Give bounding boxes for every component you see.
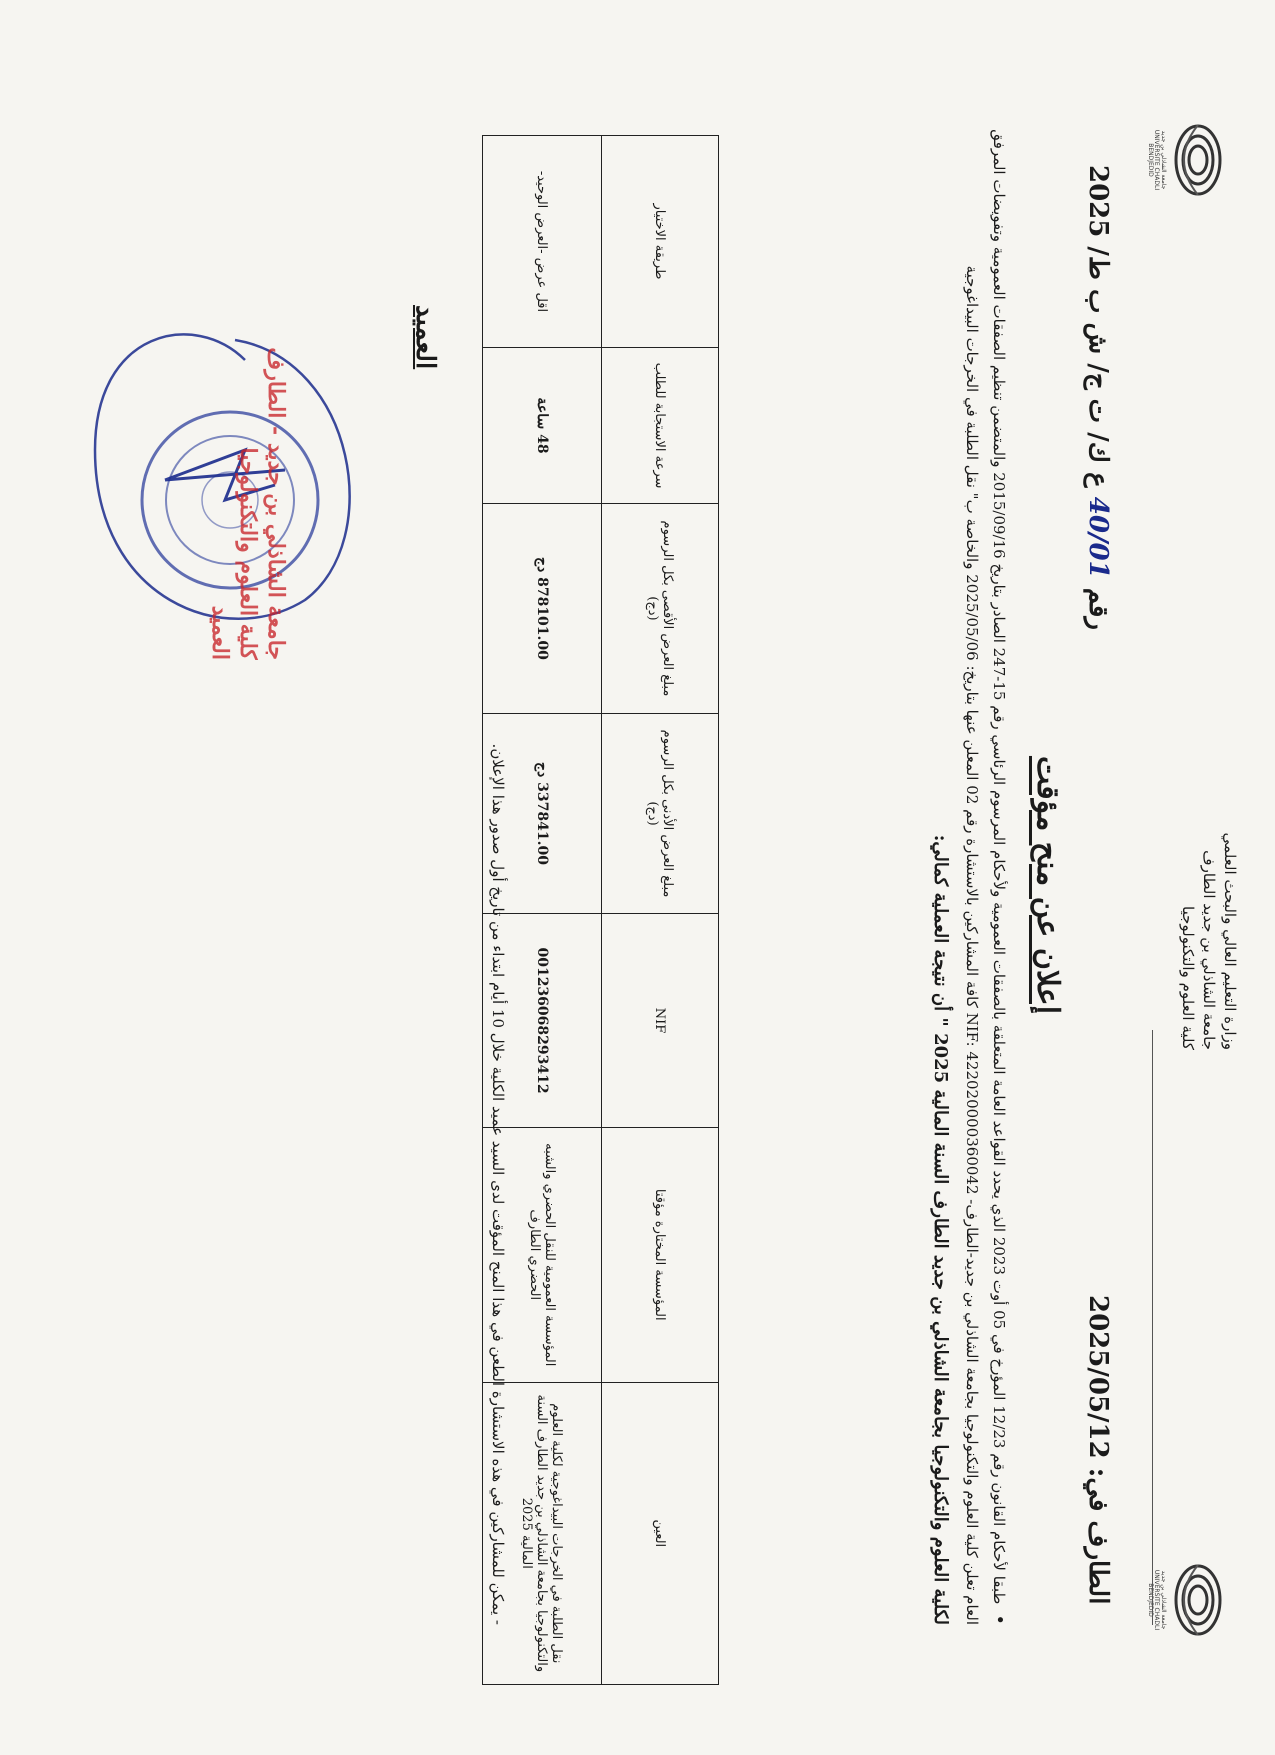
- dean-label: العميد: [410, 305, 440, 370]
- ministry-line: وزارة التعليم العالي والبحث العلمي: [1221, 832, 1239, 1050]
- table-header-cell: العين: [602, 1382, 719, 1684]
- table-header-cell: مبلغ العرض الأقصى بكل الرسوم (دج): [602, 504, 719, 714]
- table-header-row: [602, 136, 719, 1685]
- body-line-1: •طبقا لأحكام القانون رقم 12/23 المؤرخ في 05 أوت 2023 الذي يحدد القواعد العامة المتعلقة بالصفقات العمومية ولأحكام المرسوم الرئاسي رقم 15-247 الصادر بتاريخ 2015/09/16 والمتضمن تنظيم الصفقات العمومية وتفويضات المرفق: [989, 129, 1010, 1625]
- table-header-cell: مبلغ العرض الأدنى بكل الرسوم (دج): [602, 713, 719, 913]
- reference-suffix: ع ك/ ت ج/ ش ب ط/ 2025: [1083, 165, 1113, 488]
- announcement-body: [927, 129, 1013, 1625]
- faculty-line: كلية العلوم والتكنولوجيا: [1179, 906, 1197, 1050]
- logo-caption-ar: جامعة الشاذلي بن جديد: [1160, 1570, 1167, 1630]
- table-cell-min-amount: 337841.00 دج: [483, 713, 602, 913]
- university-logo-icon: [1166, 1555, 1230, 1645]
- table-cell-max-amount: 878101.00 دج: [483, 504, 602, 714]
- place-and-date: الطارف في: 2025/05/12: [1083, 1295, 1113, 1605]
- table-cell-selection-method: اقل عرض -العرض الوحيد-: [483, 136, 602, 348]
- red-stamp-text: [206, 330, 290, 660]
- appeal-notice: - يمكن للمشاركين في هذه الاستشارة الطعن في هذا المنح المؤقت لدى السيد عميد الكلية خلال 10 أيام ابتداء من تاريخ أول صدور هذا الإعلان.: [489, 743, 507, 1625]
- table-cell-subject: نقل الطلبة في الخرجات البيداغوجية لكلية العلوم والتكنولوجيا بجامعة الشاذلي بن جديد الطارف السنة المالية 2025: [483, 1382, 602, 1684]
- table-cell-nif: 001236068293412: [483, 914, 602, 1128]
- university-logo-left: [1146, 115, 1230, 205]
- body-line-2: العام تعلن كلية العلوم والتكنولوجيا بجامعة الشاذلي بن جديد-الطارف- NIF: 422020000360042 كافة المشاركين بالاستشارة رقم 02 المعلن عنها بتاريخ: 2025/05/06 والخاصة ب" نقل الطلبة في الخرجات البيداغوجية: [963, 265, 981, 1625]
- header-divider: [1152, 1030, 1153, 1625]
- university-logo-icon: [1166, 115, 1230, 205]
- stamp-line-1: جامعة الشاذلي بن جديد - الطارف: [263, 347, 289, 660]
- university-logo-right: [1146, 1555, 1230, 1645]
- award-table: [482, 135, 719, 1685]
- document-title: إعلان عن منح مؤقت: [1030, 755, 1065, 1015]
- reference-number: [1083, 165, 1113, 630]
- bullet-icon: •: [989, 1614, 1010, 1625]
- table-header-cell: NIF: [602, 914, 719, 1128]
- logo-caption-ar: جامعة الشاذلي بن جديد: [1160, 130, 1167, 190]
- table-cell-response-time: 48 ساعة: [483, 347, 602, 503]
- university-line: جامعة الشاذلي بن جديد الطارف: [1200, 850, 1218, 1050]
- logo-caption-fr: UNIVERSITE CHADLI BENDJEDID: [1146, 1569, 1161, 1631]
- table-header-cell: طريقة الاختيار: [602, 136, 719, 348]
- table-cell-company: المؤسسة العمومية للنقل الحضري والشبه الحضري الطارف: [483, 1127, 602, 1382]
- stamp-line-2: كلية العلوم والتكنولوجيا: [235, 447, 261, 660]
- table-header-cell: سرعة الاستجابة للطلب: [602, 347, 719, 503]
- body-line-3: لكلية العلوم والتكنولوجيا بجامعة الشاذلي بن جديد الطارف السنة المالية 2025 " أن نتيجة العملية كمالي:: [930, 834, 951, 1625]
- stamp-line-3: العميد: [207, 605, 233, 660]
- table-header-cell: المؤسسة المختارة مؤقتا: [602, 1127, 719, 1382]
- ministry-header: [1177, 833, 1240, 1050]
- reference-prefix: رقم: [1083, 587, 1113, 630]
- logo-caption-fr: UNIVERSITE CHADLI BENDJEDID: [1146, 129, 1161, 191]
- reference-handwritten-number: 40/01: [1083, 496, 1113, 579]
